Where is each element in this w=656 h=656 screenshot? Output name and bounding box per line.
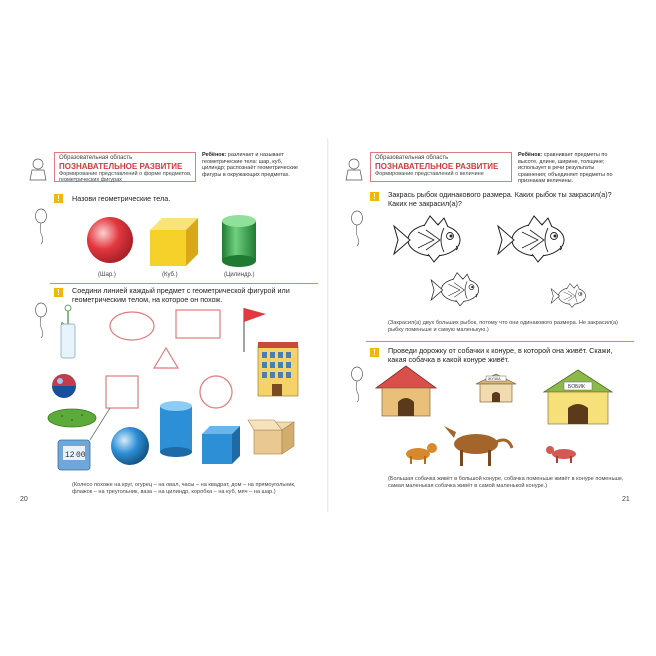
kennel-sign-small: ЖУЧКА	[488, 377, 501, 381]
task1-text: Закрась рыбок одинакового размера. Каких рыбок ты закрасил(а)? Каких не закрасил(а)?	[388, 190, 612, 208]
cylinder-figure	[220, 214, 260, 268]
left-page	[20, 140, 320, 510]
sphere-figure	[86, 216, 134, 264]
child-note: Ребёнок: различает и называет геометрические тела: шар, куб, цилиндр; распознаёт геометрические фигуры в окружающих предметах.	[202, 152, 298, 178]
circle-shape	[200, 376, 232, 408]
fish-icon	[431, 273, 479, 306]
dog-icon	[406, 443, 437, 464]
book-spine	[327, 138, 329, 512]
task1-text: Назови геометрические тела.	[72, 194, 171, 203]
kennel-icon	[476, 374, 516, 402]
task2-text: Соедини линией каждый предмет с геометрической фигурой или геометрическим телом, на которое он похож.	[72, 286, 290, 304]
cucumber-object	[48, 409, 96, 427]
svg-text:00: 00	[76, 451, 86, 460]
area-subtitle: Формирование представлений о величине	[375, 171, 484, 177]
ball-object	[52, 374, 76, 398]
kennel-icon	[544, 370, 612, 424]
area-label: Образовательная область	[375, 155, 449, 161]
exclamation-icon: !	[54, 288, 63, 297]
page-number: 21	[622, 496, 630, 503]
exclamation-icon: !	[54, 194, 63, 203]
fish-icon	[394, 216, 460, 262]
oval-shape	[110, 312, 154, 340]
rectangle-shape	[176, 310, 220, 338]
task1-answer: (Закрасил(а) двух больших рыбок, потому что они одинакового размера. Не закрасил(а) рыбку поменьше и самую маленькую.)	[388, 320, 618, 333]
fish-icon	[551, 284, 585, 308]
child-note: Ребёнок: сравнивает предметы по высоте, длине, ширине, толщине; использует в речи результаты сравнения; объединяет предметы по признакам величины.	[518, 152, 613, 185]
section-header	[54, 152, 196, 182]
svg-text:12: 12	[65, 451, 75, 460]
cube-figure	[150, 218, 200, 266]
kennel-sign-big: БОБИК	[568, 384, 585, 390]
exclamation-icon: !	[370, 192, 379, 201]
page-number: 20	[20, 496, 28, 503]
square-shape	[106, 376, 138, 408]
triangle-shape	[154, 348, 178, 368]
area-title: ПОЗНАВАТЕЛЬНОЕ РАЗВИТИЕ	[375, 162, 499, 171]
fish-area	[336, 216, 636, 316]
dogs-area	[336, 362, 636, 472]
blue-sphere	[111, 427, 149, 465]
building-object	[258, 342, 298, 396]
section-header	[370, 152, 512, 182]
balloon-icon	[34, 208, 48, 244]
task2-answer: (Большая собачка живёт в большой конуре, собачка поменьше живёт в конуре поменьше, самая маленькая собачка живёт в самой маленькой конуре.)	[388, 476, 624, 489]
task2-answer: (Колесо похоже на круг, огурец – на овал, часы – на квадрат, дом – на прямоугольник, флажок – на треугольник, ваза – на цилиндр, коробка – на куб, мяч – на шар.)	[72, 482, 296, 495]
right-page	[336, 140, 636, 510]
blue-cube	[202, 426, 240, 464]
divider	[366, 341, 634, 342]
kennel-icon	[376, 366, 436, 416]
cylinder-label: (Цилиндр.)	[224, 272, 255, 278]
sphere-label: (Шар.)	[98, 272, 116, 278]
blue-cylinder	[160, 401, 192, 457]
clock-object	[58, 440, 90, 470]
cube-label: (Куб.)	[162, 272, 178, 278]
area-subtitle: Формирование представлений о форме предметов, геометрических фигурах	[59, 171, 192, 183]
vase-object	[61, 305, 75, 358]
child-icon	[28, 158, 48, 182]
fish-icon	[498, 216, 564, 262]
box-object	[248, 420, 294, 454]
area-label: Образовательная область	[59, 155, 133, 161]
dog-icon	[444, 426, 512, 466]
child-icon	[344, 158, 364, 182]
area-title: ПОЗНАВАТЕЛЬНОЕ РАЗВИТИЕ	[59, 162, 183, 171]
dog-icon	[546, 446, 576, 463]
exclamation-icon: !	[370, 348, 379, 357]
divider	[50, 283, 318, 284]
task2-text: Проведи дорожку от собачки к конуре, в которой она живёт. Скажи, какая собачка в какой конуре живёт.	[388, 346, 613, 364]
matching-area	[20, 300, 320, 480]
